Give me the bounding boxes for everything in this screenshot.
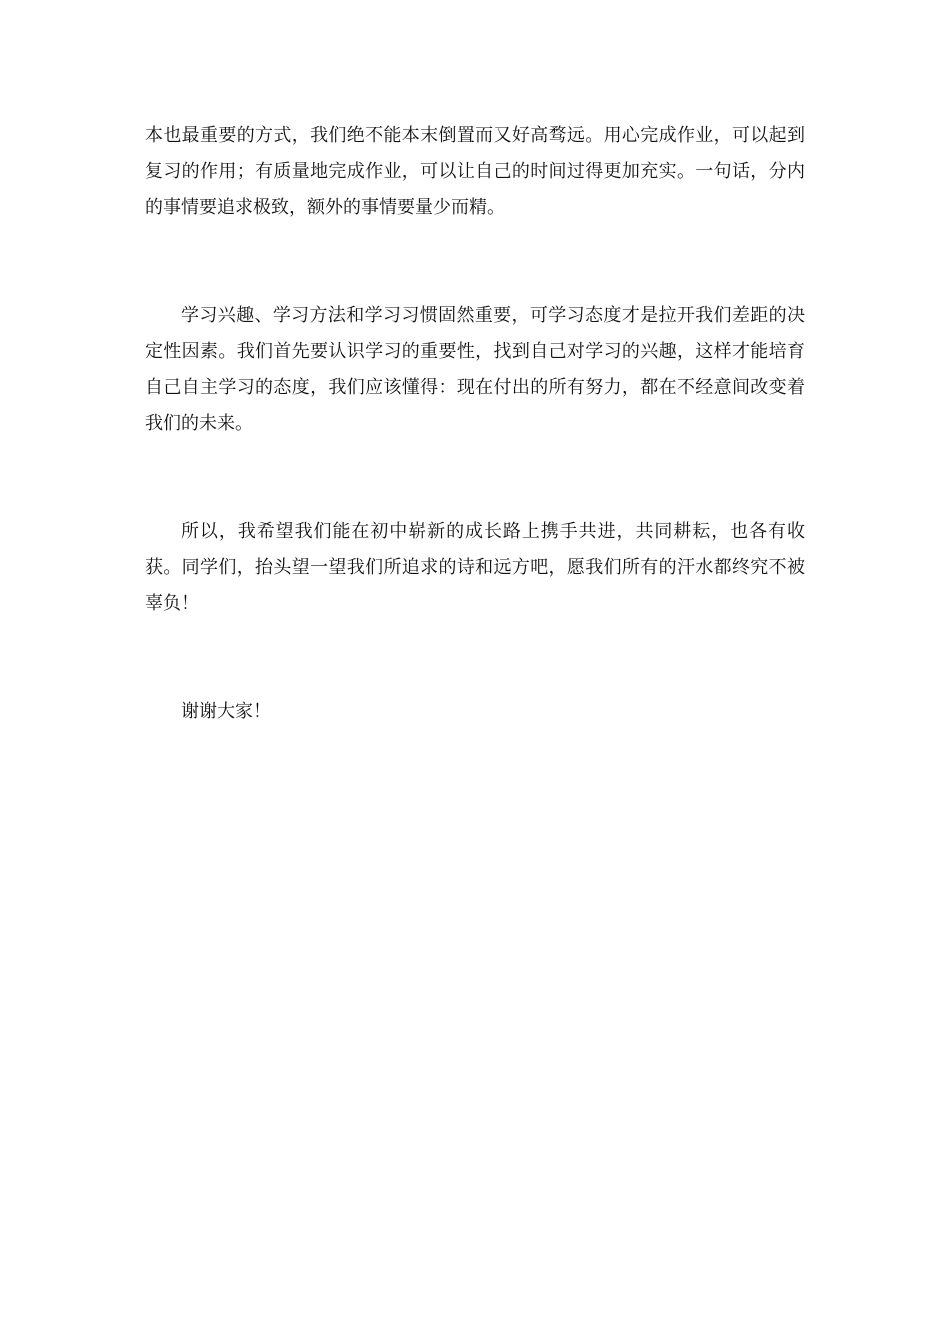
- paragraph-continued: 本也最重要的方式，我们绝不能本末倒置而又好高骛远。用心完成作业，可以起到复习的作用；有质量地完成作业，可以让自己的时间过得更加充实。一句话，分内的事情要追求极致，额外的事情要量少而精。: [145, 125, 805, 218]
- paragraph-learning-attitude: 学习兴趣、学习方法和学习习惯固然重要，可学习态度才是拉开我们差距的决定性因素。我们首先要认识学习的重要性，找到自己对学习的兴趣，这样才能培育自己自主学习的态度，我们应该懂得：现在付出的所有努力，都在不经意间改变着我们的未来。: [145, 305, 805, 434]
- document-body: [145, 118, 805, 730]
- paragraph-thanks: 谢谢大家！: [181, 701, 271, 722]
- paragraph-conclusion: 所以，我希望我们能在初中崭新的成长路上携手共进，共同耕耘，也各有收获。同学们，抬头望一望我们所追求的诗和远方吧，愿我们所有的汗水都终究不被辜负！: [145, 521, 805, 614]
